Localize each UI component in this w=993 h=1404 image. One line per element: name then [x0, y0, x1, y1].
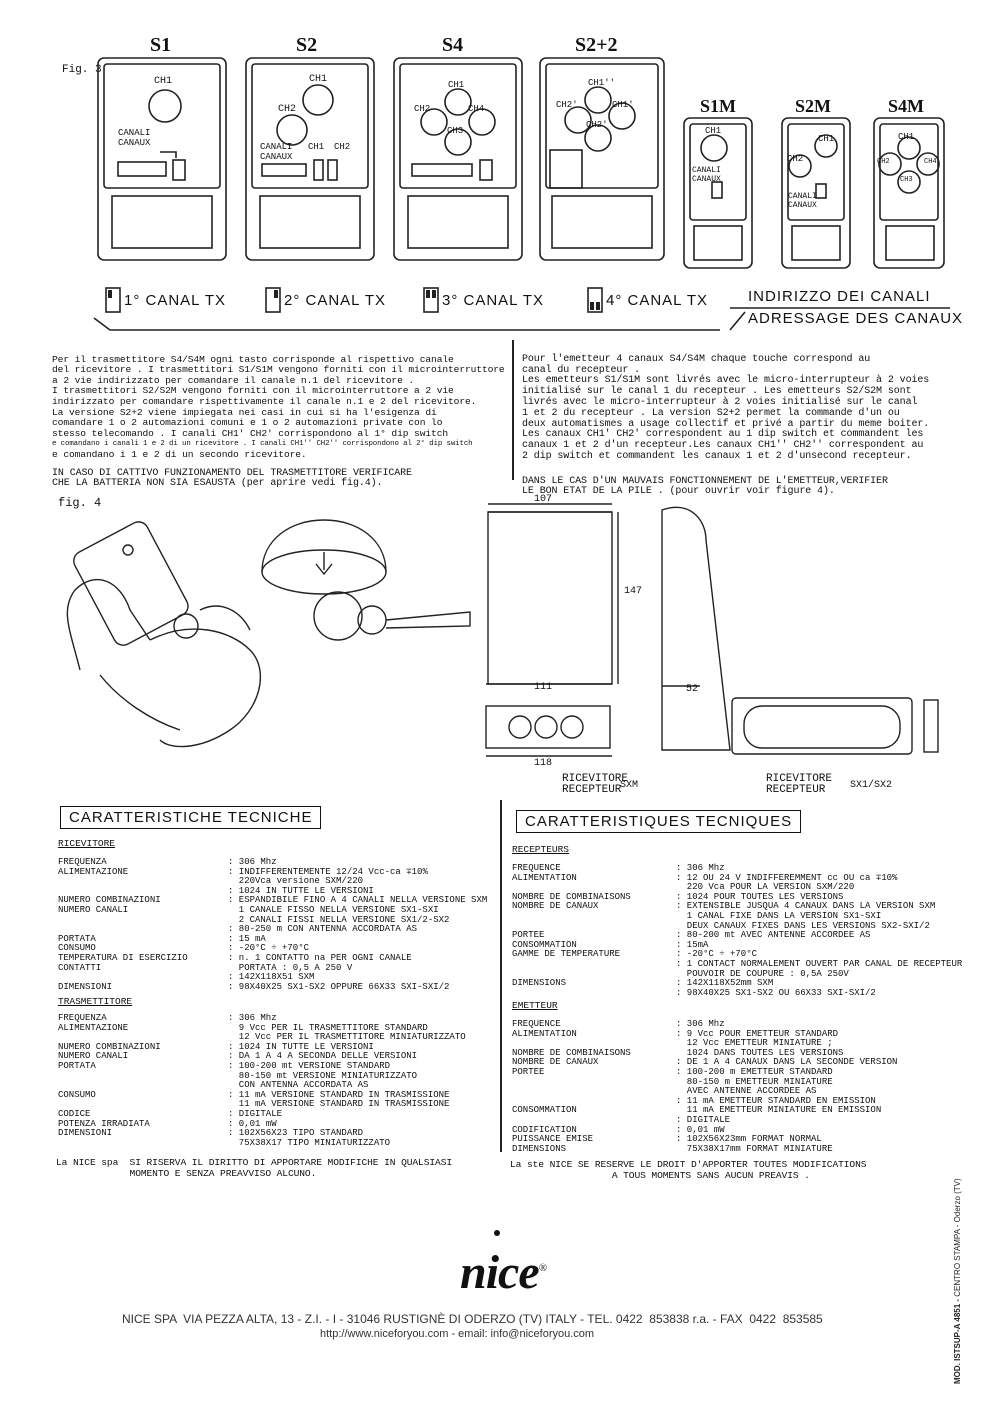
transmitter-s2plus2-outline — [540, 58, 664, 260]
model-label-s1: S1 — [150, 34, 172, 56]
address-it: INDIRIZZO DEI CANALI — [748, 288, 931, 305]
s4m-ch3-label: CH3 — [900, 176, 913, 184]
s4-ch1-label: CH1 — [448, 80, 465, 90]
footer-address: NICE SPA VIA PEZZA ALTA, 13 - Z.I. - I - 31046 RUSTIGNÈ DI ODERZO (TV) ITALY - TEL. 0422 853838 r.a. - FAX 0422 853585 — [122, 1312, 823, 1326]
specs-fr-tx-values: : 306 Mhz : 9 Vcc POUR EMETTEUR STANDARD 12 Vcc EMETTEUR MINIATURE ; 1024 DANS TOUTES LES VERSIONS : DE 1 A 4 CANAUX DANS LA SECONDE VERSION : 100-200 m EMETTEUR STANDARD 80-150 m EMETTEUR MINIATURE AVEC ANTENNE ACCORDEE AS : 11 mA EMETTEUR STANDARD EN EMISSION 11 mA EMETTEUR MINIATURE EN EMISSION : DIGITALE : 0,01 mW : 102X56X23mm FORMAT NORMAL 75X38X17mm FORMAT MINIATURE — [676, 1019, 898, 1154]
fig3-label: Fig. 3 — [62, 64, 102, 76]
address-fr: ADRESSAGE DES CANAUX — [748, 310, 964, 327]
fig4-label: fig. 4 — [58, 496, 102, 510]
s2m-ch2-label: CH2 — [787, 154, 804, 164]
column-divider-top — [512, 340, 514, 480]
dim-52: 52 — [686, 684, 699, 695]
side-print-info: MOD. ISTSUP-A 4851 - CENTRO STAMPA - Oderzo (TV) — [953, 1178, 962, 1384]
logo-dot — [494, 1230, 500, 1236]
footer-web: http://www.niceforyou.com - email: info@niceforyou.com — [320, 1328, 595, 1340]
specs-it-tx-values: : 306 Mhz 9 Vcc PER IL TRASMETTITORE STANDARD 12 Vcc PER IL TRASMETTITORE MINIATURIZZATO : 1024 IN TUTTE LE VERSIONI : DA 1 A 4 A SECONDA DELLE VERSIONI : 100-200 mt VERSIONE STANDARD 80-150 mt VERSIONE MINIATURIZZATO CON ANTENNA ACCORDATA AS : 11 mA VERSIONE STANDARD IN TRASMISSIONE 11 mA VERSIONE STANDARD IN TRASMISSIONE : DIGITALE : 0,01 mW : 102X56X23 TIPO STANDARD 75X38X17 TIPO MINIATURIZZATO — [228, 1013, 466, 1148]
specs-fr-disclaimer: La ste NICE SE RESERVE LE DROIT D'APPORTER TOUTES MODIFICATIONS A TOUS MOMENTS SANS AUCUN PREAVIS . — [510, 1159, 867, 1181]
model-label-s2: S2 — [296, 34, 318, 56]
specs-fr-tx-labels: FREQUENCE ALIMENTATION NOMBRE DE COMBINAISONS NOMBRE DE CANAUX PORTEE CONSOMMATION CODIFICATION PUISSANCE EMISE DIMENSIONS — [512, 1019, 631, 1154]
dim-107: 107 — [534, 494, 553, 505]
dip-legend-2: 2° CANAL TX — [284, 292, 387, 309]
model-label-s1m: S1M — [700, 96, 736, 116]
dip-legend-1: 1° CANAL TX — [124, 292, 227, 309]
specs-it-tx-labels: FREQUENZA ALIMENTAZIONE NUMERO COMBINAZIONI NUMERO CANALI PORTATA CONSUMO CODICE POTENZA IRRADIATA DIMENSIONI — [58, 1013, 161, 1139]
nice-logo: nice® — [460, 1246, 546, 1299]
s2plus2-ch1pp-label: CH1'' — [588, 78, 616, 88]
s4-ch2-label: CH2 — [414, 104, 431, 114]
s1-ch1-label: CH1 — [154, 76, 173, 87]
dim-111: 111 — [534, 682, 553, 693]
model-label-s4m: S4M — [888, 96, 924, 116]
model-sx1: SX1/SX2 — [850, 780, 893, 791]
model-label-s2m: S2M — [795, 96, 831, 116]
dim-147: 147 — [624, 586, 643, 597]
s4-ch4-label: CH4 — [468, 104, 485, 114]
s2m-canali-label: CANALI CANAUX — [788, 192, 817, 210]
s4m-ch1-label: CH1 — [898, 132, 915, 142]
s4-ch3-label: CH3 — [447, 126, 464, 136]
specs-fr-receiver-values: : 306 Mhz : 12 OU 24 V INDIFFEREMMENT cc OU ca ∓10% 220 Vca POUR LA VERSION SXM/220 : 1024 POUR TOUTES LES VERSIONS : EXTENSIBLE JUSQUA 4 CANAUX DANS LA VERSION SXM 1 CANAL FIXE DANS LA VERSION SX1-SXI DEUX CANAUX FIXES DANS LES VERSIONS SX2-SXI/2 : 80-200 mt AVEC ANTENNE ACCORDEE AS : 15mA : -20°C ÷ +70°C : 1 CONTACT NORMALEMENT OUVERT PAR CANAL DE RECEPTEUR POUVOIR DE COUPURE : 0,5A 250V : 142X118X52mm SXM : 98X40X25 SX1-SX2 OU 66X33 SXI-SXI/2 — [676, 863, 963, 998]
s4m-ch4-label: CH4 — [924, 158, 937, 166]
dim-118: 118 — [534, 758, 553, 769]
specs-it-tx-heading: TRASMETTITORE — [58, 996, 133, 1007]
intro-fr-warning: DANS LE CAS D'UN MAUVAIS FONCTIONNEMENT DE L'EMETTEUR,VERIFIER LE BON ETAT DE LA PILE . (pour ouvrir voir figure 4). — [522, 475, 888, 498]
specs-it-title: CARATTERISTICHE TECNICHE — [60, 806, 321, 829]
specs-fr-receiver-labels: FREQUENCE ALIMENTATION NOMBRE DE COMBINAISONS NOMBRE DE CANAUX PORTEE CONSOMMATION GAMME DE TEMPERATURE DIMENSIONS — [512, 863, 631, 989]
s2-dip-ch1-label: CH1 — [308, 142, 325, 152]
specs-it-receiver-labels: FREQUENZA ALIMENTAZIONE NUMERO COMBINAZIONI NUMERO CANALI PORTATA CONSUMO TEMPERATURA DI ESERCIZIO CONTATTI DIMENSIONI — [58, 857, 188, 992]
model-label-s4: S4 — [442, 34, 464, 56]
s1-canali-label: CANALI CANAUX — [118, 128, 151, 148]
receiver-sxm-label: RICEVITORE RECEPTEUR — [562, 773, 629, 796]
model-label-s2plus2: S2+2 — [575, 34, 618, 56]
s2plus2-ch1p-label: CH1' — [612, 100, 634, 110]
receiver-sx1-label: RICEVITORE RECEPTEUR — [766, 773, 833, 796]
transmitter-s1m-outline — [684, 118, 752, 268]
s2-ch2-label: CH2 — [278, 104, 297, 115]
intro-it-warning: IN CASO DI CATTIVO FUNZIONAMENTO DEL TRASMETTITORE VERIFICARE CHE LA BATTERIA NON SIA ESAUSTA (per aprire vedi fig.4). — [52, 467, 412, 490]
s2-canali-label: CANALI CANAUX — [260, 142, 293, 162]
column-divider-bottom — [500, 800, 502, 1152]
specs-fr-title: CARATTERISTIQUES TECNIQUES — [516, 810, 801, 833]
s2plus2-ch2pp-label: CH2'' — [586, 120, 614, 130]
specs-fr-tx-heading: EMETTEUR — [512, 1000, 558, 1011]
s2plus2-ch2p-label: CH2' — [556, 100, 578, 110]
dip-legend-4: 4° CANAL TX — [606, 292, 709, 309]
model-sxm: SXM — [620, 780, 639, 791]
s1m-ch1-label: CH1 — [705, 126, 722, 136]
specs-it-disclaimer: La NICE spa SI RISERVA IL DIRITTO DI APPORTARE MODIFICHE IN QUALSIASI MOMENTO E SENZA PREAVVISO ALCUNO. — [56, 1157, 453, 1179]
transmitter-s1-outline — [98, 58, 226, 260]
dip-legend-3: 3° CANAL TX — [442, 292, 545, 309]
specs-it-receiver-heading: RICEVITORE — [58, 838, 116, 849]
fig4-drawings — [0, 500, 993, 800]
s4m-ch2-label: CH2 — [877, 158, 890, 166]
specs-it-receiver-values: : 306 Mhz : INDIFFERENTEMENTE 12/24 Vcc-ca ∓10% 220Vca versione SXM/220 : 1024 IN TUTTE LE VERSIONI : ESPANDIBILE FINO A 4 CANALI NELLA VERSIONE SXM 1 CANALE FISSO NELLA VERSIONE SX1-SXI 2 CANALI FISSI NELLA VERSIONE SX1/2-SX2 : 80-250 m CON ANTENNA ACCORDATA AS : 15 mA : -20°C ÷ +70°C : n. 1 CONTATTO na PER OGNI CANALE PORTATA : 0,5 A 250 V : 142X118X51 SXM : 98X40X25 SX1-SX2 OPPURE 66X33 SXI-SXI/2 — [228, 857, 488, 992]
s2-dip-ch2-label: CH2 — [334, 142, 351, 152]
specs-fr-receiver-heading: RECEPTEURS — [512, 844, 570, 855]
intro-it: Per il trasmettitore S4/S4M ogni tasto corrisponde al rispettivo canale del ricevitore . I trasmettitori S1/S1M vengono forniti con il microinterruttore a 2 vie indirizzato per comandare il canale n.1 del ricevitore . I trasmettitori S2/S2M vengono forniti con il microinterruttore a 2 vie indirizzato per comandare rispettivamente il canale n.1 e 2 del ricevitore. La versione S2+2 viene impiegata nei casi in cui si ha l'esigenza di comandare 1 o 2 automazioni comuni e 1 o 2 automazioni private con lo stesso telecomando . I canali CH1' CH2' corrispondono al 1° dip switch e comandano i canali 1 e 2 di un ricevitore . I canali CH1'' CH2'' corrispondono al 2° dip switch e comandano i 1 e 2 di un secondo ricevitore. — [52, 353, 505, 460]
s2m-ch1-label: CH1 — [818, 134, 835, 144]
s1m-canali-label: CANALI CANAUX — [692, 166, 721, 184]
intro-fr: Pour l'emetteur 4 canaux S4/S4M chaque touche correspond au canal du recepteur . Les emetteurs S1/S1M sont livrés avec le micro-interrupteur à 2 voies initialisé sur le canal 1 du recepteur . Les emetteurs S2/S2M sont livrés avec le micro-interrupteur à 2 voies initialisé sur le canal 1 et 2 du recepteur . La version S2+2 permet la commande d'un ou deux automatismes a usage collectif et privé a partir du meme boiter. Les canaux CH1' CH2' correspondent au 1 dip switch et commandent les canaux 1 et 2 d'un recepteur.Les canaux CH1'' CH2'' correspondent au 2 dip switch et commandent les canaux 1 et 2 d'unsecond recepteur. — [522, 353, 930, 462]
s2-ch1-label: CH1 — [309, 74, 328, 85]
